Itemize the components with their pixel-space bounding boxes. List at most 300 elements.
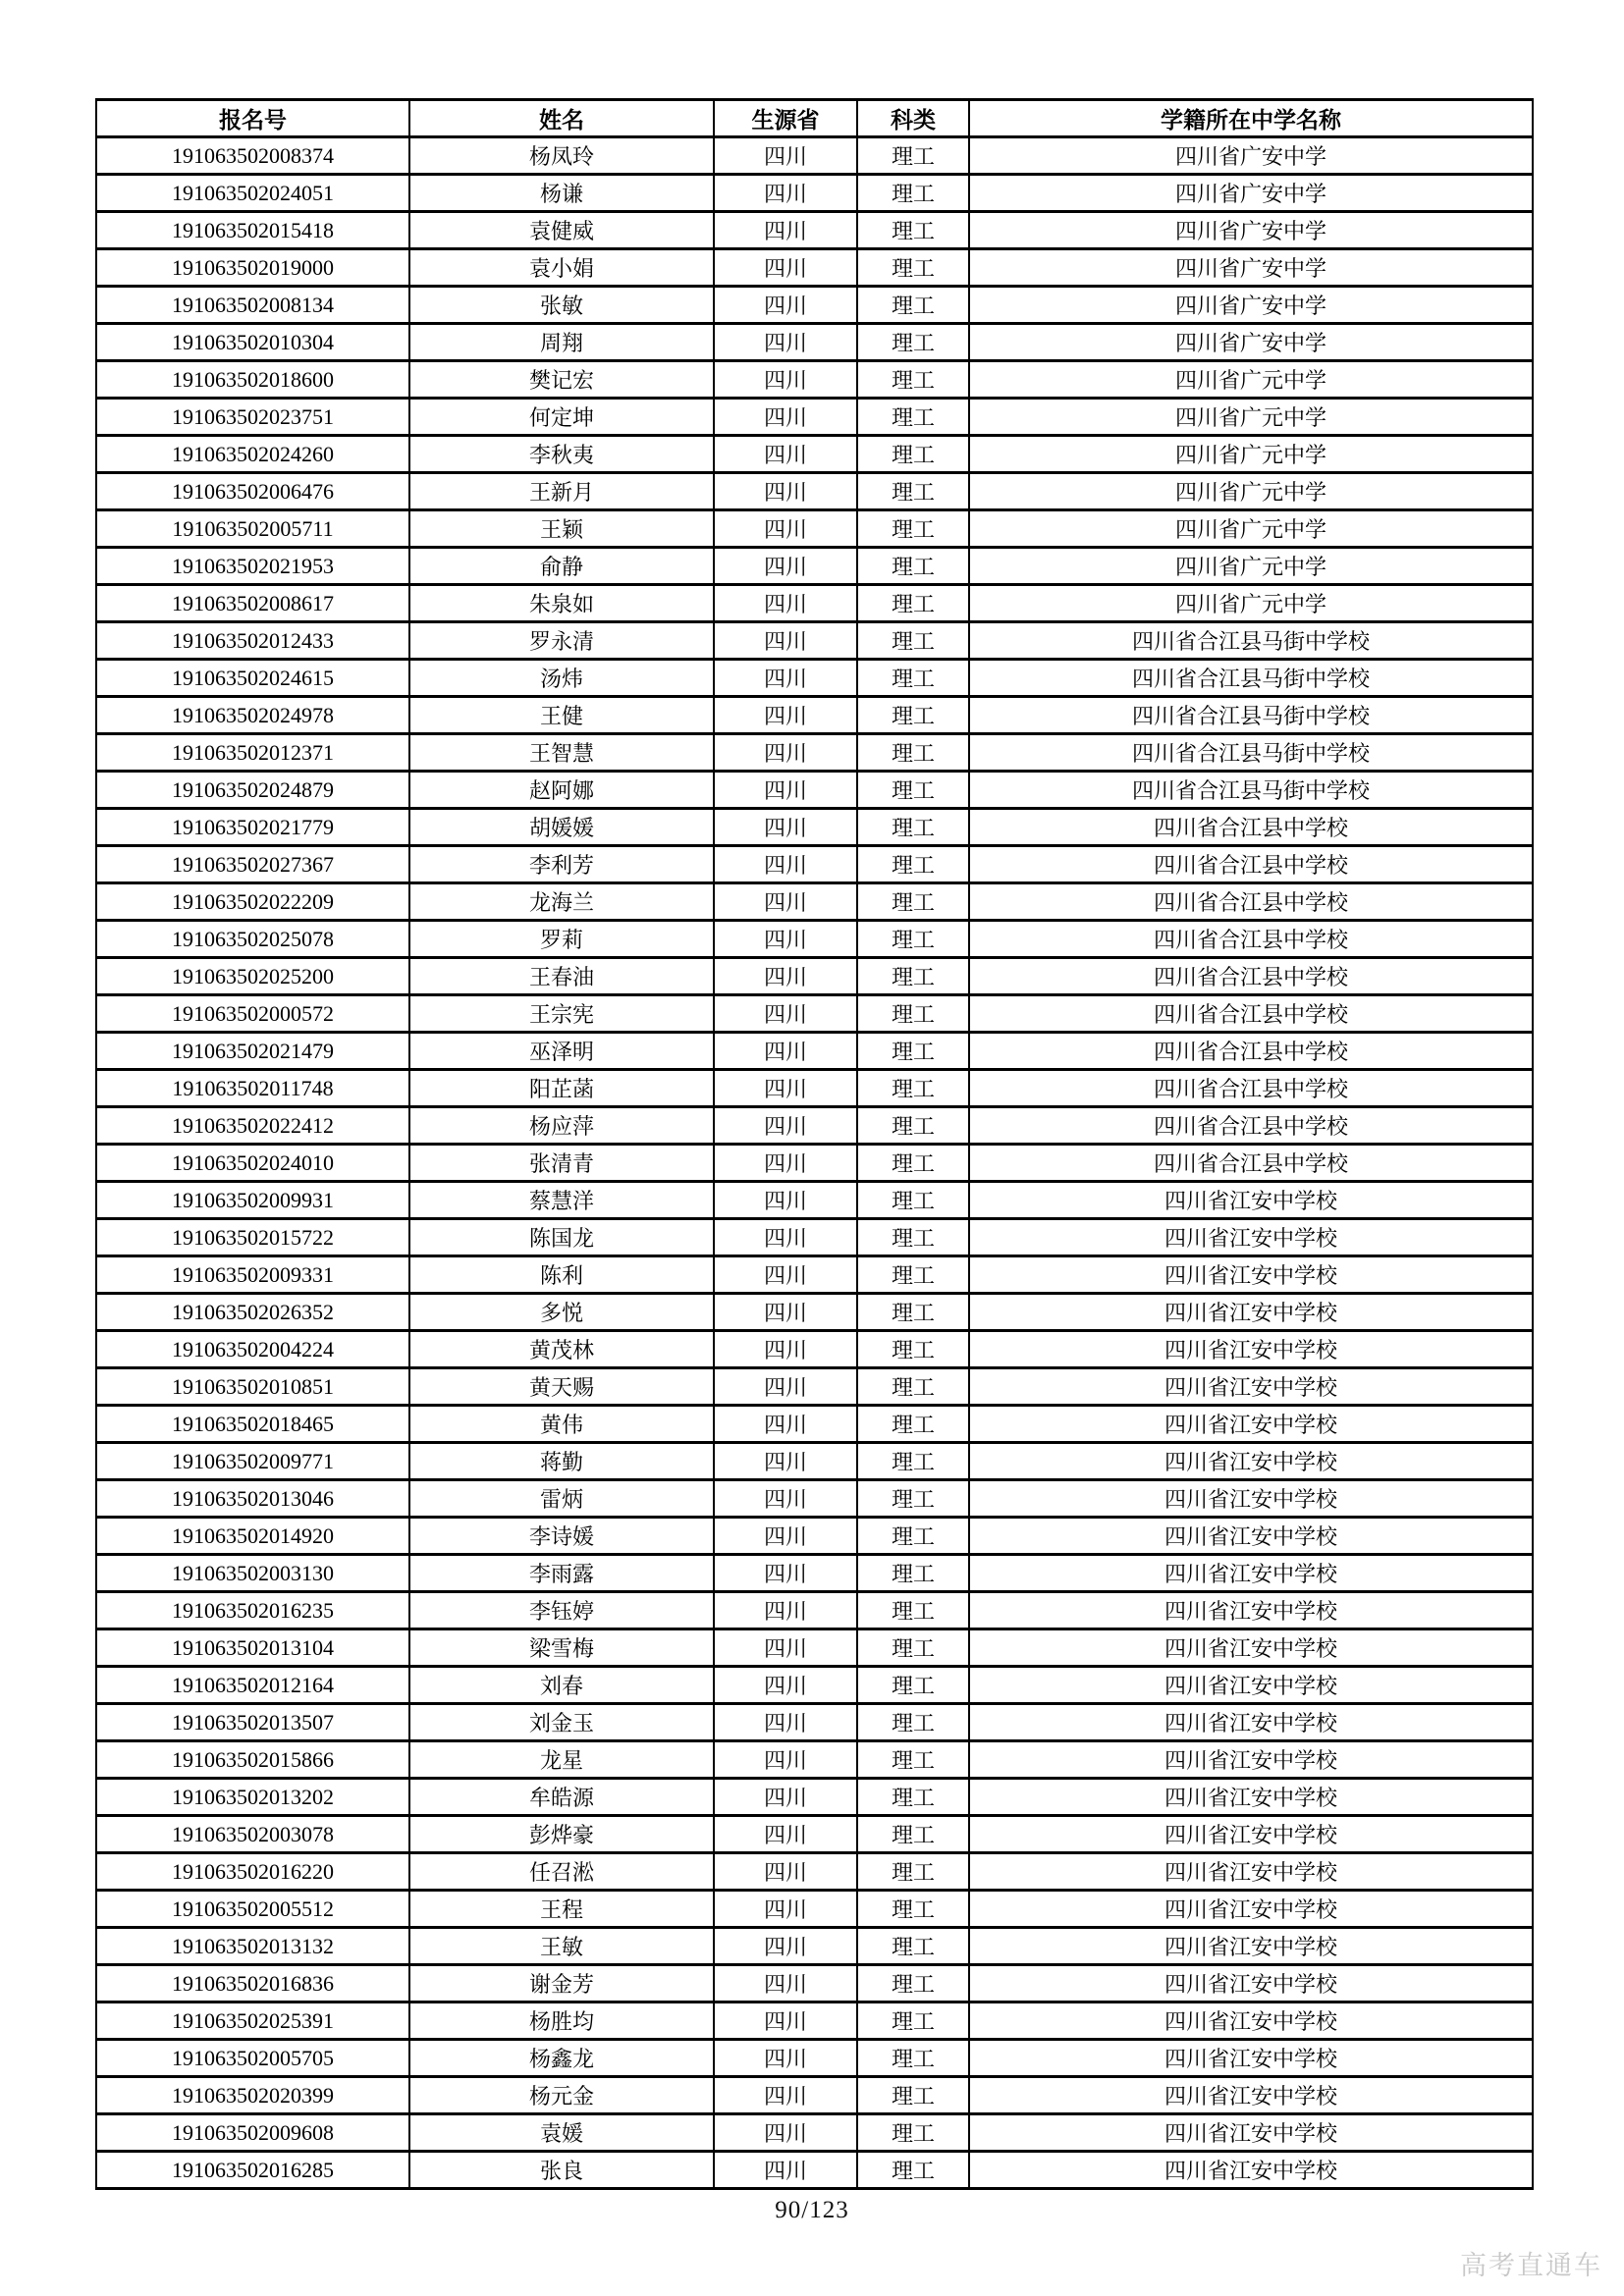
table-cell: 四川省江安中学校 xyxy=(969,2040,1533,2077)
table-cell: 赵阿娜 xyxy=(409,772,714,809)
table-cell: 理工 xyxy=(857,1928,969,1965)
table-cell: 四川省江安中学校 xyxy=(969,2114,1533,2152)
table-cell: 四川省江安中学校 xyxy=(969,1219,1533,1256)
table-row xyxy=(96,1070,1533,1107)
table-cell: 191063502013202 xyxy=(96,1779,409,1816)
table-cell: 黄茂林 xyxy=(409,1331,714,1368)
table-row xyxy=(96,1779,1533,1816)
table-cell: 理工 xyxy=(857,772,969,809)
table-cell: 四川省江安中学校 xyxy=(969,2002,1533,2040)
table-cell: 191063502013046 xyxy=(96,1480,409,1518)
table-cell: 杨谦 xyxy=(409,175,714,212)
table-row xyxy=(96,548,1533,585)
table-cell: 理工 xyxy=(857,1555,969,1592)
table-row xyxy=(96,1443,1533,1480)
table-cell: 理工 xyxy=(857,1443,969,1480)
table-cell: 理工 xyxy=(857,1331,969,1368)
table-cell: 张良 xyxy=(409,2152,714,2189)
table-cell: 四川省江安中学校 xyxy=(969,2152,1533,2189)
table-header-row xyxy=(96,100,1533,137)
table-cell: 191063502016836 xyxy=(96,1965,409,2002)
table-cell: 191063502018600 xyxy=(96,361,409,399)
table-cell: 191063502016220 xyxy=(96,1853,409,1891)
table-cell: 四川 xyxy=(714,1555,857,1592)
table-cell: 理工 xyxy=(857,1592,969,1629)
table-cell: 四川 xyxy=(714,287,857,324)
table-cell: 191063502015866 xyxy=(96,1741,409,1779)
table-cell: 杨元金 xyxy=(409,2077,714,2114)
table-cell: 四川 xyxy=(714,510,857,548)
table-cell: 四川 xyxy=(714,212,857,249)
table-cell: 梁雪梅 xyxy=(409,1629,714,1667)
table-row xyxy=(96,1667,1533,1704)
table-cell: 四川省江安中学校 xyxy=(969,1368,1533,1406)
table-cell: 191063502009608 xyxy=(96,2114,409,2152)
table-cell: 四川 xyxy=(714,1629,857,1667)
table-cell: 四川省合江县中学校 xyxy=(969,809,1533,846)
table-cell: 蔡慧洋 xyxy=(409,1182,714,1219)
table-cell: 理工 xyxy=(857,510,969,548)
table-cell: 191063502025200 xyxy=(96,958,409,995)
table-cell: 理工 xyxy=(857,921,969,958)
table-cell: 四川省江安中学校 xyxy=(969,1406,1533,1443)
table-cell: 四川 xyxy=(714,473,857,510)
table-cell: 四川省合江县中学校 xyxy=(969,995,1533,1033)
table-cell: 王敏 xyxy=(409,1928,714,1965)
table-cell: 191063502003130 xyxy=(96,1555,409,1592)
table-row xyxy=(96,660,1533,697)
table-cell: 理工 xyxy=(857,585,969,622)
table-cell: 理工 xyxy=(857,473,969,510)
table-cell: 谢金芳 xyxy=(409,1965,714,2002)
table-cell: 理工 xyxy=(857,1033,969,1070)
table-cell: 四川省合江县马街中学校 xyxy=(969,734,1533,772)
table-cell: 四川省江安中学校 xyxy=(969,1629,1533,1667)
table-cell: 理工 xyxy=(857,1107,969,1145)
table-cell: 理工 xyxy=(857,436,969,473)
table-row xyxy=(96,2114,1533,2152)
table-row xyxy=(96,175,1533,212)
table-cell: 理工 xyxy=(857,1219,969,1256)
table-cell: 理工 xyxy=(857,175,969,212)
table-cell: 理工 xyxy=(857,2002,969,2040)
table-cell: 四川省江安中学校 xyxy=(969,1741,1533,1779)
table-row xyxy=(96,1368,1533,1406)
table-cell: 理工 xyxy=(857,1070,969,1107)
table-cell: 四川 xyxy=(714,137,857,175)
table-cell: 理工 xyxy=(857,2077,969,2114)
table-cell: 四川 xyxy=(714,1741,857,1779)
table-cell: 理工 xyxy=(857,1741,969,1779)
table-cell: 四川省江安中学校 xyxy=(969,1891,1533,1928)
table-cell: 四川 xyxy=(714,1256,857,1294)
table-cell: 191063502025078 xyxy=(96,921,409,958)
table-cell: 四川省江安中学校 xyxy=(969,1443,1533,1480)
table-cell: 191063502005711 xyxy=(96,510,409,548)
table-cell: 四川 xyxy=(714,1443,857,1480)
table-cell: 理工 xyxy=(857,1368,969,1406)
table-cell: 四川 xyxy=(714,1518,857,1555)
table-cell: 四川 xyxy=(714,1704,857,1741)
table-cell: 四川 xyxy=(714,1368,857,1406)
table-cell: 四川省江安中学校 xyxy=(969,1928,1533,1965)
table-cell: 191063502021953 xyxy=(96,548,409,585)
table-cell: 191063502012433 xyxy=(96,622,409,660)
table-cell: 四川 xyxy=(714,1779,857,1816)
table-cell: 彭烨豪 xyxy=(409,1816,714,1853)
table-cell: 四川省江安中学校 xyxy=(969,1480,1533,1518)
table-cell: 四川省合江县中学校 xyxy=(969,958,1533,995)
table-cell: 四川省江安中学校 xyxy=(969,1779,1533,1816)
table-cell: 理工 xyxy=(857,1406,969,1443)
table-cell: 191063502024879 xyxy=(96,772,409,809)
table-cell: 理工 xyxy=(857,2152,969,2189)
page-number: 90/123 xyxy=(775,2197,849,2223)
table-cell: 理工 xyxy=(857,1145,969,1182)
table-row xyxy=(96,1219,1533,1256)
table-cell: 理工 xyxy=(857,548,969,585)
table-cell: 191063502024978 xyxy=(96,697,409,734)
table-row xyxy=(96,1816,1533,1853)
table-cell: 四川 xyxy=(714,1331,857,1368)
table-cell: 杨胜均 xyxy=(409,2002,714,2040)
table-row xyxy=(96,809,1533,846)
table-cell: 四川省广元中学 xyxy=(969,436,1533,473)
table-row xyxy=(96,846,1533,883)
table-cell: 四川省广安中学 xyxy=(969,137,1533,175)
table-cell: 四川省广安中学 xyxy=(969,324,1533,361)
table-row xyxy=(96,287,1533,324)
table-cell: 胡媛媛 xyxy=(409,809,714,846)
table-cell: 191063502011748 xyxy=(96,1070,409,1107)
table-row xyxy=(96,2152,1533,2189)
table-cell: 四川省合江县中学校 xyxy=(969,921,1533,958)
table-cell: 191063502026352 xyxy=(96,1294,409,1331)
table-cell: 四川省合江县中学校 xyxy=(969,846,1533,883)
table-cell: 191063502005512 xyxy=(96,1891,409,1928)
table-cell: 四川省江安中学校 xyxy=(969,1256,1533,1294)
table-cell: 四川 xyxy=(714,995,857,1033)
table-cell: 罗永清 xyxy=(409,622,714,660)
table-cell: 四川 xyxy=(714,2077,857,2114)
table-cell: 四川 xyxy=(714,1219,857,1256)
table-cell: 四川省江安中学校 xyxy=(969,1182,1533,1219)
table-cell: 理工 xyxy=(857,1629,969,1667)
table-cell: 理工 xyxy=(857,883,969,921)
table-cell: 四川 xyxy=(714,548,857,585)
table-cell: 朱泉如 xyxy=(409,585,714,622)
table-row xyxy=(96,1555,1533,1592)
table-cell: 四川 xyxy=(714,249,857,287)
table-cell: 四川 xyxy=(714,1816,857,1853)
table-cell: 191063502019000 xyxy=(96,249,409,287)
table-cell: 李秋夷 xyxy=(409,436,714,473)
table-cell: 四川 xyxy=(714,1294,857,1331)
table-cell: 四川省广安中学 xyxy=(969,175,1533,212)
table-row xyxy=(96,1145,1533,1182)
table-cell: 理工 xyxy=(857,1704,969,1741)
table-row xyxy=(96,1518,1533,1555)
table-row xyxy=(96,772,1533,809)
table-cell: 理工 xyxy=(857,249,969,287)
table-cell: 四川省广安中学 xyxy=(969,287,1533,324)
table-cell: 蒋勤 xyxy=(409,1443,714,1480)
table-cell: 四川省合江县马街中学校 xyxy=(969,660,1533,697)
table-cell: 191063502012371 xyxy=(96,734,409,772)
table-cell: 四川省合江县马街中学校 xyxy=(969,772,1533,809)
table-cell: 四川 xyxy=(714,324,857,361)
table-cell: 191063502008617 xyxy=(96,585,409,622)
table-cell: 191063502009931 xyxy=(96,1182,409,1219)
table-row xyxy=(96,1853,1533,1891)
table-cell: 理工 xyxy=(857,1853,969,1891)
watermark-text: 高考直通车 xyxy=(1460,2251,1602,2280)
table-cell: 理工 xyxy=(857,1816,969,1853)
table-cell: 四川省合江县马街中学校 xyxy=(969,697,1533,734)
table-cell: 四川 xyxy=(714,1667,857,1704)
table-cell: 四川 xyxy=(714,1406,857,1443)
table-cell: 王程 xyxy=(409,1891,714,1928)
table-cell: 多悦 xyxy=(409,1294,714,1331)
table-cell: 191063502024615 xyxy=(96,660,409,697)
table-cell: 理工 xyxy=(857,2114,969,2152)
table-cell: 理工 xyxy=(857,660,969,697)
table-cell: 理工 xyxy=(857,622,969,660)
table-cell: 理工 xyxy=(857,995,969,1033)
table-cell: 袁小娟 xyxy=(409,249,714,287)
table-cell: 四川省广安中学 xyxy=(969,249,1533,287)
table-cell: 四川省合江县中学校 xyxy=(969,1033,1533,1070)
table-cell: 四川省广元中学 xyxy=(969,361,1533,399)
table-cell: 理工 xyxy=(857,1779,969,1816)
table-cell: 理工 xyxy=(857,734,969,772)
table-cell: 陈利 xyxy=(409,1256,714,1294)
table-cell: 191063502016235 xyxy=(96,1592,409,1629)
table-cell: 王新月 xyxy=(409,473,714,510)
table-cell: 四川省合江县中学校 xyxy=(969,1070,1533,1107)
table-cell: 191063502010304 xyxy=(96,324,409,361)
column-header: 生源省 xyxy=(714,100,857,137)
table-cell: 四川省合江县中学校 xyxy=(969,883,1533,921)
table-cell: 理工 xyxy=(857,361,969,399)
student-roster-table xyxy=(95,98,1534,2190)
table-cell: 191063502022412 xyxy=(96,1107,409,1145)
table-row xyxy=(96,1891,1533,1928)
table-cell: 龙海兰 xyxy=(409,883,714,921)
table-cell: 理工 xyxy=(857,324,969,361)
table-cell: 四川 xyxy=(714,1070,857,1107)
table-cell: 张敏 xyxy=(409,287,714,324)
table-cell: 191063502015722 xyxy=(96,1219,409,1256)
table-row xyxy=(96,1592,1533,1629)
table-cell: 191063502009771 xyxy=(96,1443,409,1480)
table-cell: 191063502025391 xyxy=(96,2002,409,2040)
table-cell: 四川 xyxy=(714,734,857,772)
table-cell: 四川 xyxy=(714,1891,857,1928)
table-cell: 理工 xyxy=(857,399,969,436)
table-cell: 王颖 xyxy=(409,510,714,548)
table-cell: 四川 xyxy=(714,436,857,473)
table-cell: 四川 xyxy=(714,399,857,436)
table-row xyxy=(96,697,1533,734)
table-row xyxy=(96,1033,1533,1070)
column-header: 学籍所在中学名称 xyxy=(969,100,1533,137)
table-cell: 四川 xyxy=(714,883,857,921)
table-row xyxy=(96,324,1533,361)
table-row xyxy=(96,2077,1533,2114)
table-cell: 袁健威 xyxy=(409,212,714,249)
table-cell: 周翔 xyxy=(409,324,714,361)
table-cell: 理工 xyxy=(857,846,969,883)
table-cell: 191063502016285 xyxy=(96,2152,409,2189)
table-cell: 任召淞 xyxy=(409,1853,714,1891)
table-row xyxy=(96,921,1533,958)
table-cell: 王春油 xyxy=(409,958,714,995)
table-cell: 191063502010851 xyxy=(96,1368,409,1406)
table-cell: 四川 xyxy=(714,1145,857,1182)
table-cell: 牟皓源 xyxy=(409,1779,714,1816)
table-row xyxy=(96,995,1533,1033)
table-cell: 张清青 xyxy=(409,1145,714,1182)
table-cell: 理工 xyxy=(857,1480,969,1518)
table-cell: 四川 xyxy=(714,585,857,622)
table-cell: 四川 xyxy=(714,175,857,212)
table-body xyxy=(96,137,1533,2189)
table-cell: 四川省江安中学校 xyxy=(969,1555,1533,1592)
table-cell: 191063502013132 xyxy=(96,1928,409,1965)
table-cell: 191063502005705 xyxy=(96,2040,409,2077)
table-cell: 袁媛 xyxy=(409,2114,714,2152)
table-cell: 四川 xyxy=(714,1853,857,1891)
table-cell: 杨凤玲 xyxy=(409,137,714,175)
table-cell: 191063502022209 xyxy=(96,883,409,921)
table-cell: 191063502024260 xyxy=(96,436,409,473)
table-cell: 黄天赐 xyxy=(409,1368,714,1406)
table-row xyxy=(96,137,1533,175)
table-cell: 王健 xyxy=(409,697,714,734)
table-row xyxy=(96,883,1533,921)
table-row xyxy=(96,1741,1533,1779)
table-cell: 191063502009331 xyxy=(96,1256,409,1294)
table-row xyxy=(96,1704,1533,1741)
table-cell: 理工 xyxy=(857,212,969,249)
table-cell: 四川省江安中学校 xyxy=(969,1965,1533,2002)
table-row xyxy=(96,1182,1533,1219)
table-cell: 理工 xyxy=(857,809,969,846)
table-cell: 191063502008374 xyxy=(96,137,409,175)
table-row xyxy=(96,249,1533,287)
table-row xyxy=(96,1965,1533,2002)
table-cell: 理工 xyxy=(857,1256,969,1294)
table-row xyxy=(96,958,1533,995)
table-cell: 罗莉 xyxy=(409,921,714,958)
table-cell: 四川 xyxy=(714,1107,857,1145)
table-cell: 191063502021779 xyxy=(96,809,409,846)
table-row xyxy=(96,399,1533,436)
table-row xyxy=(96,1480,1533,1518)
table-cell: 李雨露 xyxy=(409,1555,714,1592)
table-cell: 191063502024010 xyxy=(96,1145,409,1182)
table-cell: 四川 xyxy=(714,958,857,995)
table-cell: 理工 xyxy=(857,287,969,324)
table-cell: 四川省合江县中学校 xyxy=(969,1145,1533,1182)
table-row xyxy=(96,436,1533,473)
table-cell: 理工 xyxy=(857,1294,969,1331)
table-cell: 理工 xyxy=(857,1518,969,1555)
table-cell: 191063502000572 xyxy=(96,995,409,1033)
table-cell: 191063502013104 xyxy=(96,1629,409,1667)
table-row xyxy=(96,734,1533,772)
table-cell: 四川省江安中学校 xyxy=(969,1331,1533,1368)
table-cell: 四川省江安中学校 xyxy=(969,1592,1533,1629)
column-header: 报名号 xyxy=(96,100,409,137)
table-cell: 四川省合江县马街中学校 xyxy=(969,622,1533,660)
table-row xyxy=(96,2040,1533,2077)
table-row xyxy=(96,585,1533,622)
table-cell: 四川 xyxy=(714,1182,857,1219)
table-cell: 四川 xyxy=(714,660,857,697)
table-cell: 四川 xyxy=(714,1592,857,1629)
table-cell: 四川 xyxy=(714,1033,857,1070)
table-cell: 汤炜 xyxy=(409,660,714,697)
table-cell: 四川省广元中学 xyxy=(969,548,1533,585)
table-cell: 四川 xyxy=(714,809,857,846)
table-cell: 191063502014920 xyxy=(96,1518,409,1555)
table-cell: 四川 xyxy=(714,2114,857,2152)
table-cell: 四川 xyxy=(714,2040,857,2077)
table-cell: 杨鑫龙 xyxy=(409,2040,714,2077)
table-cell: 四川省广元中学 xyxy=(969,399,1533,436)
table-row xyxy=(96,622,1533,660)
table-cell: 何定坤 xyxy=(409,399,714,436)
table-cell: 理工 xyxy=(857,137,969,175)
column-header: 姓名 xyxy=(409,100,714,137)
table-cell: 四川省广元中学 xyxy=(969,510,1533,548)
table-cell: 191063502018465 xyxy=(96,1406,409,1443)
table-cell: 191063502004224 xyxy=(96,1331,409,1368)
table-cell: 理工 xyxy=(857,2040,969,2077)
table-cell: 俞静 xyxy=(409,548,714,585)
table-cell: 王宗宪 xyxy=(409,995,714,1033)
table-cell: 王智慧 xyxy=(409,734,714,772)
table-row xyxy=(96,1629,1533,1667)
table-cell: 四川省江安中学校 xyxy=(969,1704,1533,1741)
table-cell: 四川 xyxy=(714,2152,857,2189)
table-cell: 杨应萍 xyxy=(409,1107,714,1145)
table-cell: 四川 xyxy=(714,361,857,399)
table-cell: 理工 xyxy=(857,1667,969,1704)
table-cell: 191063502006476 xyxy=(96,473,409,510)
table-cell: 四川省江安中学校 xyxy=(969,1853,1533,1891)
table-cell: 四川 xyxy=(714,1928,857,1965)
table-cell: 四川省合江县中学校 xyxy=(969,1107,1533,1145)
table-row xyxy=(96,1406,1533,1443)
table-cell: 雷炳 xyxy=(409,1480,714,1518)
table-cell: 樊记宏 xyxy=(409,361,714,399)
table-cell: 191063502012164 xyxy=(96,1667,409,1704)
table-cell: 理工 xyxy=(857,1965,969,2002)
table-cell: 四川省广元中学 xyxy=(969,473,1533,510)
table-row xyxy=(96,510,1533,548)
table-cell: 四川省江安中学校 xyxy=(969,1518,1533,1555)
table-row xyxy=(96,2002,1533,2040)
table-cell: 理工 xyxy=(857,958,969,995)
table-cell: 李钰婷 xyxy=(409,1592,714,1629)
table-cell: 黄伟 xyxy=(409,1406,714,1443)
table-cell: 四川省江安中学校 xyxy=(969,1667,1533,1704)
table-cell: 李利芳 xyxy=(409,846,714,883)
table-cell: 四川 xyxy=(714,697,857,734)
